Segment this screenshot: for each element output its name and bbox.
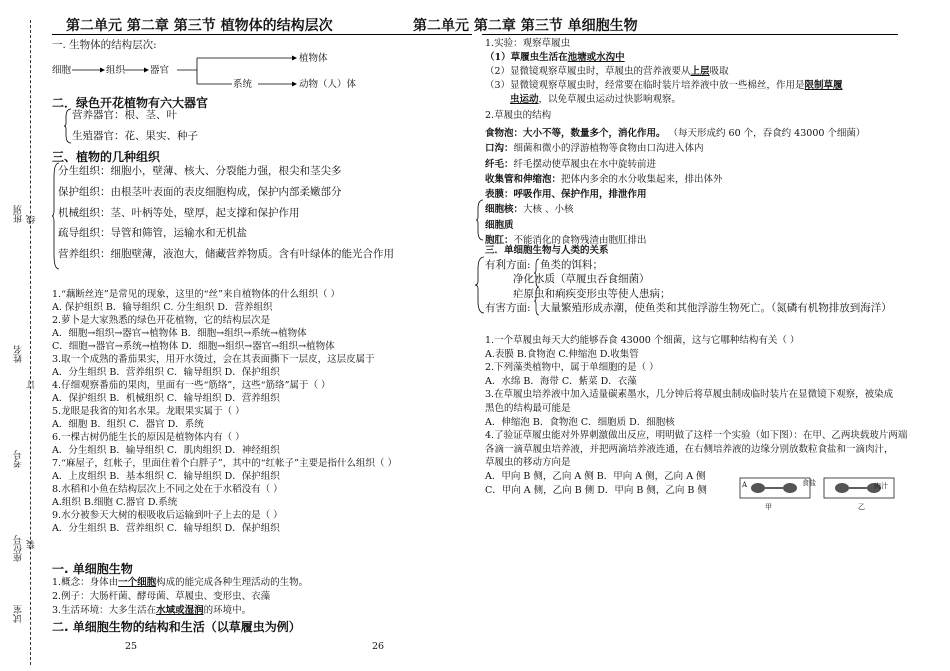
unicellular-concept: 1.概念：身体由一个细胞构成的能完成各种生理活动的生物。 xyxy=(52,577,309,588)
diagram-cell: 细胞 xyxy=(52,65,72,76)
binding-label-room: 试室 xyxy=(14,605,24,623)
section-structure-heading: 一. 生物体的结构层次: xyxy=(52,39,157,51)
experiment-step-3-keyword: 限制草履 xyxy=(804,80,843,91)
figure-label-yi: 乙 xyxy=(858,503,865,511)
right-title-rule xyxy=(482,34,898,35)
right-page-title: 第二单元 第二章 第三节 单细胞生物 xyxy=(413,18,638,34)
organs-reproductive: 生殖器官：花、果实、种子 xyxy=(72,130,198,142)
diagram-plant-body: 植物体 xyxy=(299,53,328,64)
question-9: 9.水分被参天大树的根吸收后运输到叶子上去的是（ ） xyxy=(52,510,283,521)
question-1-options: A. 保护组织 B．输导组织 C. 分生组织 D．营养组织 xyxy=(52,302,273,313)
r-question-4-cont-2: 草履虫的移动方向是 xyxy=(485,457,571,469)
diagram-organ: 器官 xyxy=(150,65,170,76)
binding-label-class: 班别 xyxy=(14,205,24,223)
section-paramecium-heading: 二. 单细胞生物的结构和生活（以草履虫为例） xyxy=(52,620,301,634)
structure-contractile-vacuole: 收集管和伸缩泡：把体内多余的水分收集起来，排出体外 xyxy=(485,173,723,185)
r-question-4-options-cd: C．甲向 A 侧，乙向 B 侧 D．甲向 B 侧，乙向 B 侧 xyxy=(485,484,707,496)
relationship-good-item-2: 净化水质（草履虫吞食细菌） xyxy=(513,273,650,285)
question-5-options: A．细胞 B．组织 C．器官 D．系统 xyxy=(52,419,204,430)
figure-label-jia: 甲 xyxy=(765,503,772,511)
relationship-good-label: 有利方面: xyxy=(485,259,531,271)
left-page-title: 第二单元 第二章 第三节 植物体的结构层次 xyxy=(66,18,333,34)
question-2: 2.萝卜是大家熟悉的绿色开花植物，它的结构层次是 xyxy=(52,315,271,326)
right-page-number: 26 xyxy=(372,641,385,652)
binding-cut-mark: 订 xyxy=(27,380,37,389)
section-organs-heading: 二．绿色开花植物有六大器官 xyxy=(52,96,209,110)
r-question-1: 1.一个草履虫每天大约能够吞食 43000 个细菌，这与它哪种结构有关（ ） xyxy=(485,335,800,346)
r-question-3-options: A．伸缩泡 B．食物泡 C．细胞质 D．细胞核 xyxy=(485,416,675,428)
unicellular-habitat: 3.生活环境：大多生活在水域或湿润的环境中。 xyxy=(52,605,252,616)
unicellular-examples: 2.例子：大肠杆菌、酵母菌、草履虫、变形虫、衣藻 xyxy=(52,591,271,602)
left-page-number: 25 xyxy=(125,641,138,652)
slide-experiment-figure xyxy=(738,472,898,517)
question-2-options-ab: A．细胞→组织→器官→植物体 B．细胞→组织→系统→植物体 xyxy=(52,328,307,339)
question-8-options: A.组织 B.细胞 C.器官 D.系统 xyxy=(52,497,178,508)
left-questions xyxy=(52,288,397,535)
question-8: 8.水稻和小鱼在结构层次上不同之处在于水稻没有（ ） xyxy=(52,484,283,495)
figure-label-salt: 食盐 xyxy=(802,479,816,487)
experiment-heading: 1.实验：观察草履虫 xyxy=(485,38,571,49)
structure-list xyxy=(485,126,865,248)
relationship-bad-label: 有害方面: xyxy=(485,302,531,314)
binding-cut-mark: 装 xyxy=(27,540,37,549)
section-unicellular-heading: 一. 单细胞生物 xyxy=(52,562,133,576)
diagram-system: 系统 xyxy=(233,79,253,90)
tissue-meristematic: 分生组织：细胞小，壁薄、核大、分裂能力强，根尖和茎尖多 xyxy=(58,165,342,177)
structure-pellicle: 表膜：呼吸作用、保护作用，排泄作用 xyxy=(485,189,647,201)
structure-brace xyxy=(476,199,484,241)
r-question-2: 2.下列藻类植物中，属于单细胞的是（ ） xyxy=(485,362,659,374)
figure-label-a: A xyxy=(742,481,748,489)
r-question-2-options: A．水绵 B．海带 C．紫菜 D．衣藻 xyxy=(485,375,637,387)
tissue-protective: 保护组织：由根茎叶表面的表皮细胞构成，保护内部柔嫩部分 xyxy=(58,186,342,198)
unicellular-habitat-keyword: 水域或湿润 xyxy=(156,605,204,616)
question-3-options: A．分生组织 B．营养组织 C．输导组织 D．保护组织 xyxy=(52,367,280,378)
r-question-3: 3.在草履虫培养液中加入适量碳素墨水，几分钟后将草履虫制成临时装片在显微镜下观察，被染成 xyxy=(485,389,894,401)
binding-label-exam-number: 考号 xyxy=(14,450,24,468)
question-4: 4.仔细观察番茄的果肉，里面有一些“筋络”，这些“筋络”属于（ ） xyxy=(52,380,331,391)
binding-cut-mark: 线 xyxy=(27,215,37,224)
experiment-step-2-keyword: 上层 xyxy=(690,66,710,77)
binding-cut-line xyxy=(30,20,32,665)
binding-label-seat: 座位号 xyxy=(14,535,24,562)
unicellular-concept-keyword: 一个细胞 xyxy=(118,577,157,588)
experiment-step-2: （2）显微镜观察草履虫时，草履虫的营养液要从上层吸取 xyxy=(485,66,729,77)
structure-food-vacuole: 食物泡：大小不等，数量多个，消化作用。 （每天形成约 60 个，吞食约 43000 个细菌） xyxy=(485,128,866,139)
structure-nucleus: 细胞核：大核 、小核 xyxy=(485,204,574,216)
tissue-conductive: 疏导组织：导管和筛管，运输水和无机盐 xyxy=(58,227,247,239)
binding-label-name: 姓名 xyxy=(14,345,24,363)
experiment-step-3-keyword-cont: 虫运动 xyxy=(510,94,539,105)
relationship-bad-item-2: 大量繁殖形成赤潮，使鱼类和其他浮游生物死亡。（氮磷有机物排放到海洋） xyxy=(540,302,892,314)
relationship-heading: 三．单细胞生物与人类的关系 xyxy=(485,245,609,256)
r-question-4-options-ab: A．甲向 B 侧，乙向 A 侧 B．甲向 A 侧，乙向 A 侧 xyxy=(485,470,706,482)
structure-cilia: 纤毛：纤毛摆动使草履虫在水中旋转前进 xyxy=(485,158,657,170)
question-3: 3.取一个成熟的番茄果实，用开水烫过，会在其表面撕下一层皮，这层皮属于 xyxy=(52,354,375,365)
relationship-brace xyxy=(475,256,485,314)
structure-oral-groove: 口沟：细菌和微小的浮游植物等食物由口沟进入体内 xyxy=(485,143,704,155)
diagram-tissue: 组织 xyxy=(106,65,126,76)
section-tissues-heading: 三、植物的几种组织 xyxy=(52,150,161,164)
experiment-step-3-cont: 虫运动，以免草履虫运动过快影响观察。 xyxy=(510,94,682,105)
experiment-step-1: （1）草履虫生活在池塘或水沟中 xyxy=(485,52,625,63)
question-2-options-cd: C．细胞→器官→系统→植物体 D．细胞→组织→器官→组织→植物体 xyxy=(52,341,335,352)
r-question-1-options: A.表膜 B.食物泡 C.伸缩泡 D.收集管 xyxy=(485,348,639,360)
question-7: 7.“麻屋子，红帐子，里面住着个白胖子”，其中的“红帐子”主要是指什么组织（ ） xyxy=(52,458,398,469)
figure-label-juice: 肉汁 xyxy=(874,482,888,490)
structure-cytoplasm: 细胞质 xyxy=(485,219,514,231)
diagram-animal-body: 动物（人）体 xyxy=(299,79,357,90)
relationship-good-item-1: 鱼类的饵料； xyxy=(540,259,603,271)
question-4-options: A．保护组织 B．机械组织 C．输导组织 D．营养组织 xyxy=(52,393,280,404)
question-7-options: A．上皮组织 B．基本组织 C．输导组织 D．保护组织 xyxy=(52,471,280,482)
question-6-options: A．分生组织 B．输导组织 C．肌肉组织 D．神经组织 xyxy=(52,445,280,456)
organs-vegetative: 营养器官：根、茎、叶 xyxy=(72,109,177,121)
question-5: 5.龙眼是我省的知名水果。龙眼果实属于（ ） xyxy=(52,406,245,417)
r-question-4-cont-1: 各滴一滴草履虫培养液，并把两滴培养液连通，在右侧培养液的边缘分别放数粒食盐和一滴肉汁， xyxy=(485,443,894,455)
structure-heading: 2.草履虫的结构 xyxy=(485,110,552,121)
structure-anal-pore: 胞肛：不能消化的食物残渣由胞肛排出 xyxy=(485,235,647,247)
question-6: 6.一棵古树仍能生长的原因是植物体内有（ ） xyxy=(52,432,245,443)
r-question-3-cont: 黑色的结构最可能是 xyxy=(485,402,571,414)
organs-brace xyxy=(64,108,72,144)
left-title-rule xyxy=(52,34,472,35)
r-question-4: 4.了验证草履虫能对外界刺激做出反应，明明做了这样一个实验（如下图）：在甲、乙两块载玻片两端 xyxy=(485,430,908,442)
experiment-step-3: （3）显微镜观察草履虫时，经常要在临时装片培养液中放一些棉丝，作用是限制草履 xyxy=(485,80,843,91)
tissue-mechanical: 机械组织：茎、叶柄等处，壁厚，起支撑和保护作用 xyxy=(58,207,300,219)
question-9-options: A．分生组织 B．营养组织 C．输导组织 D．保护组织 xyxy=(52,523,280,534)
experiment-step-1-keyword: 池塘或水沟中 xyxy=(567,52,625,63)
relationship-bad-item-1: 疟原虫和痢疾变形虫等使人患病； xyxy=(513,288,671,300)
question-1: 1.“藕断丝连”是常见的现象，这里的“丝”来自植物体的什么组织（ ） xyxy=(52,289,341,300)
binding-margin xyxy=(0,0,40,671)
tissue-nutritive: 营养组织：细胞壁薄，液泡大，储藏营养物质。含有叶绿体的能光合作用 xyxy=(58,248,394,260)
